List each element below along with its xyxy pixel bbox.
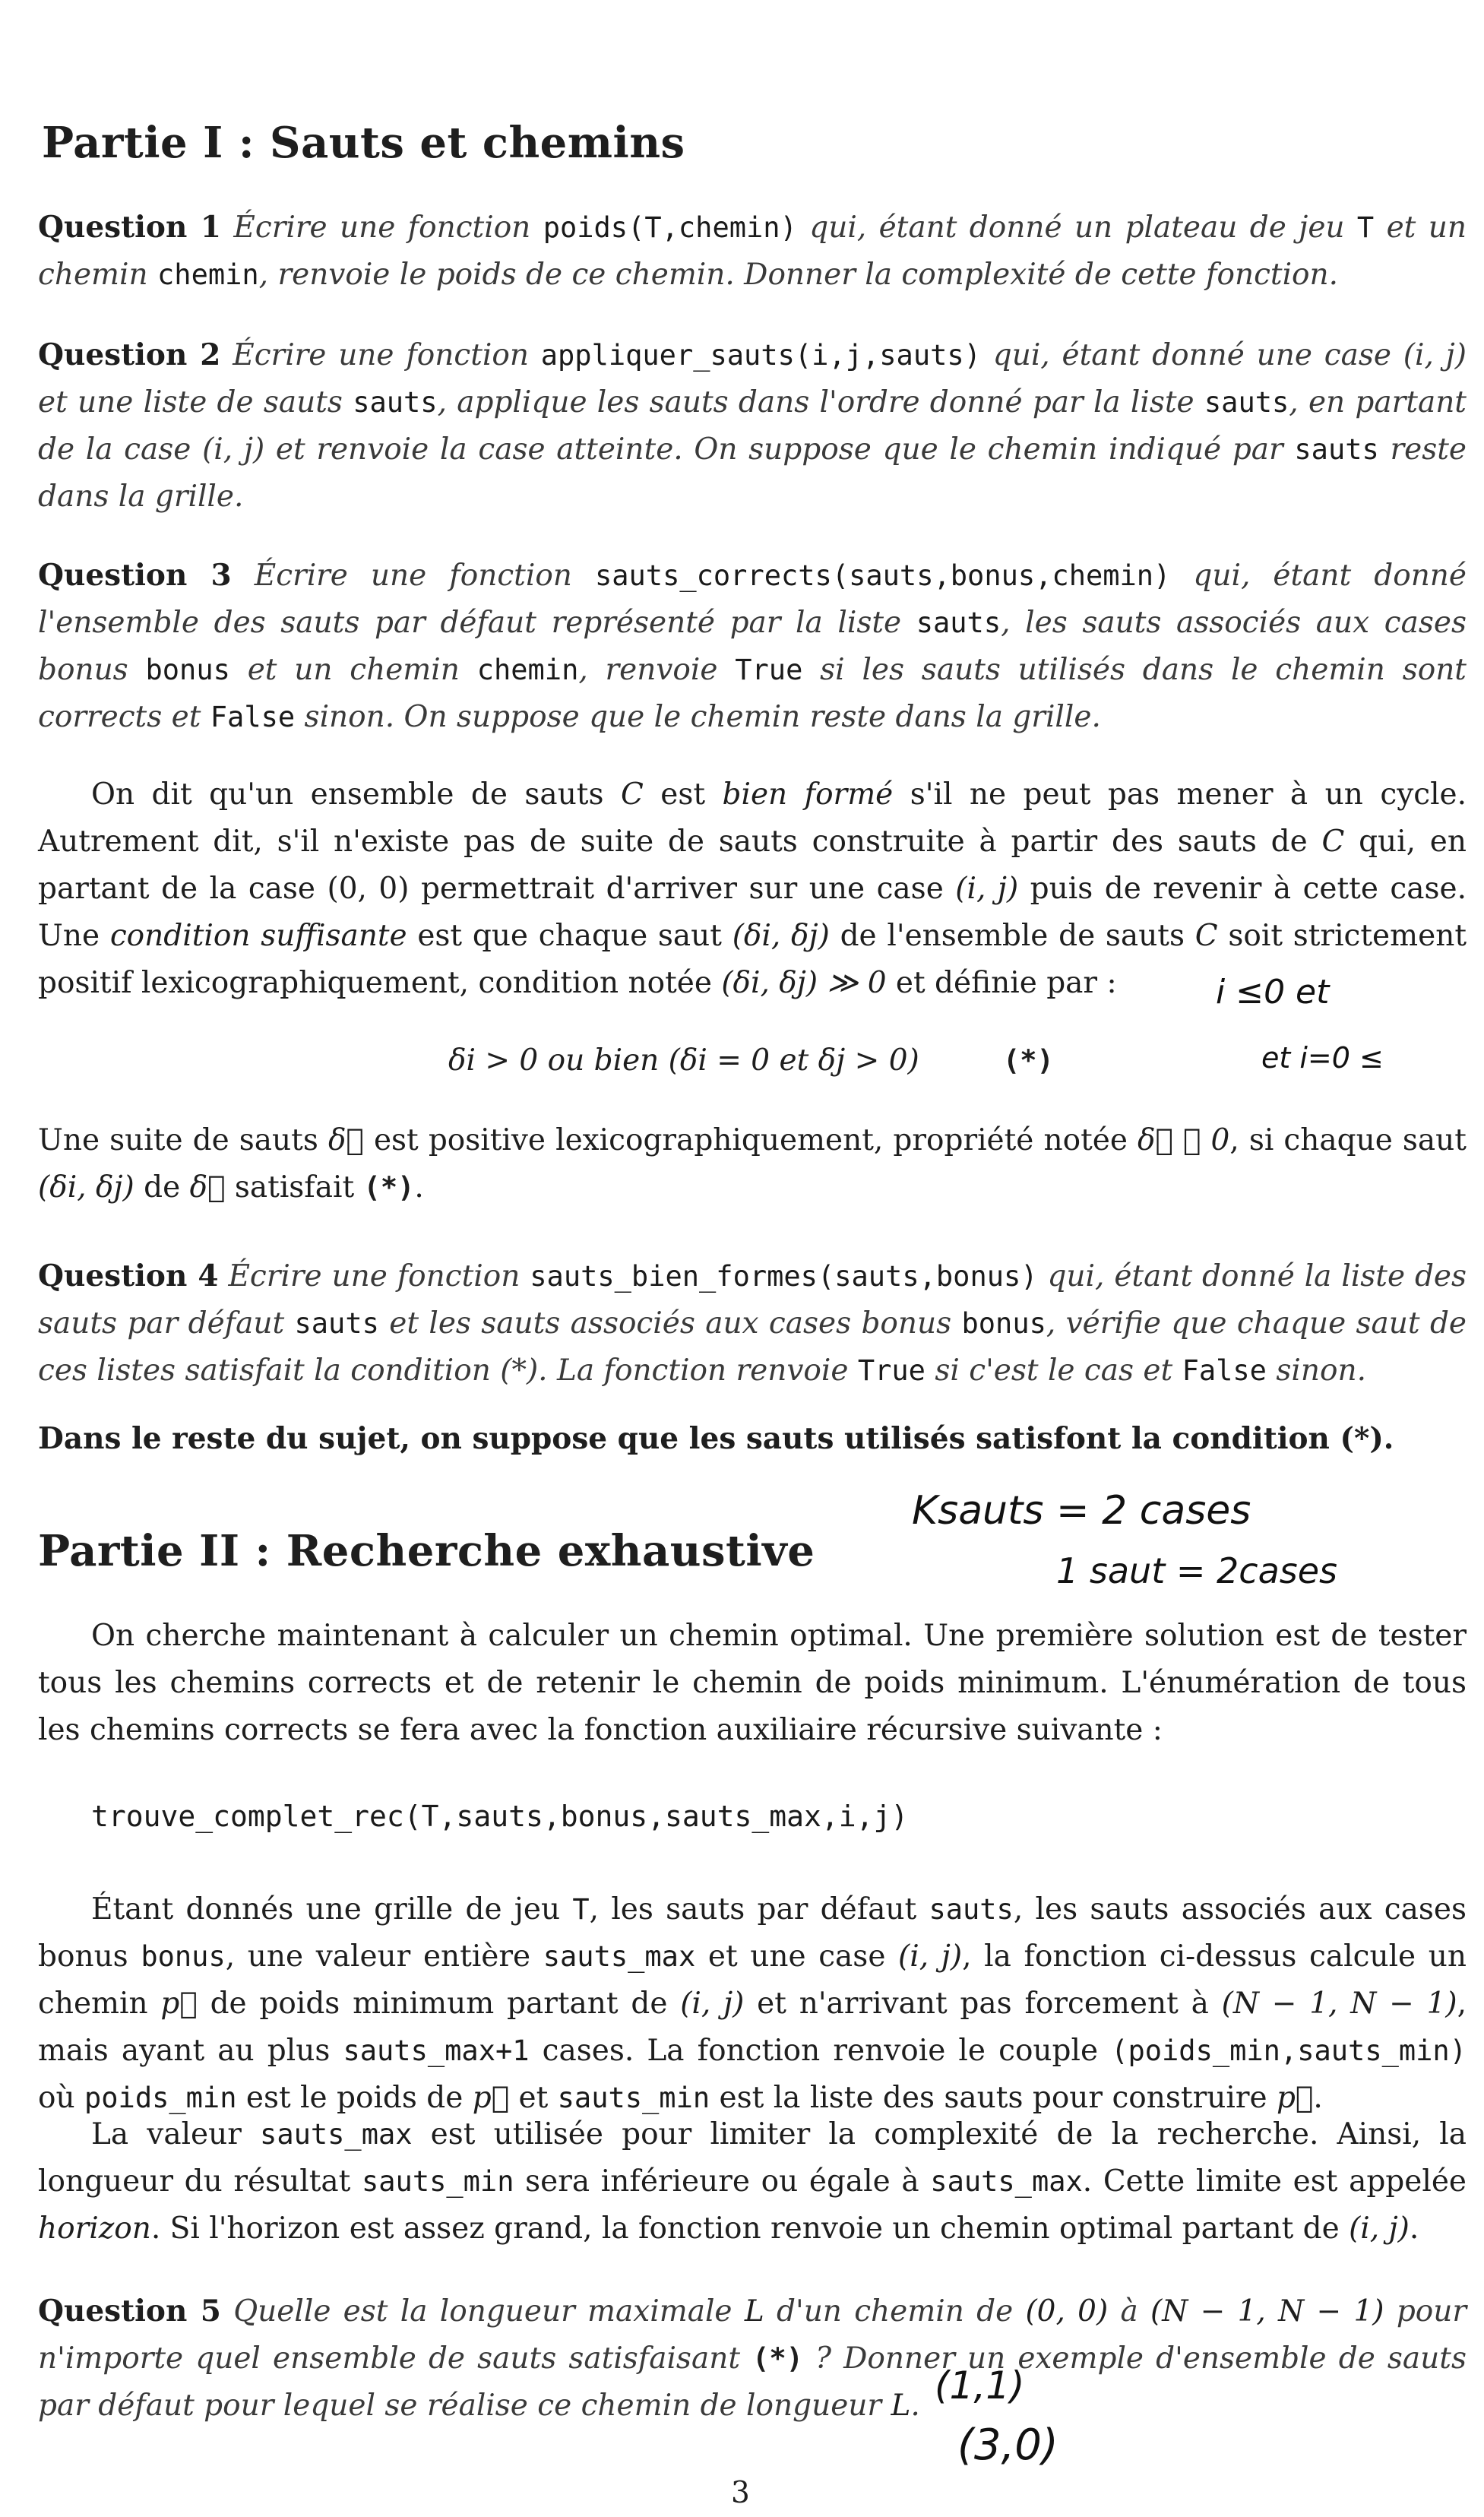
question-4: Question 4 Écrire une fonction sauts_bien_formes(sauts,bonus) qui, étant donné la liste des sauts par défaut sauts et les sauts associés aux cases bonus bonus, vérifie que chaque saut de ces listes satisfait la condition (*). La fonction renvoie True si c'est le cas et False sinon. <box>38 1258 1467 1388</box>
handwritten-note-3: Ksauts = 2 cases <box>912 1488 1251 1534</box>
condition-tag: (*) <box>1003 1044 1054 1077</box>
question-4-label: Question 4 <box>38 1258 219 1293</box>
handwritten-note-6: (3,0) <box>957 2420 1058 2470</box>
question-5: Question 5 Quelle est la longueur maximale L d'un chemin de (0, 0) à (N − 1, N − 1) pour n'importe quel ensemble de sauts satisfaisant (*) ? Donner un exemple d'ensemble de sauts par défaut pour lequel se réalise ce chemin de longueur L. <box>38 2294 1467 2423</box>
question-5-label: Question 5 <box>38 2294 221 2329</box>
question-1-label: Question 1 <box>38 210 222 245</box>
handwritten-note-5: (1,1) <box>935 2363 1025 2408</box>
part2-title: Partie II : Recherche exhaustive <box>38 1526 815 1576</box>
page-number: 3 <box>731 2476 750 2510</box>
question-2: Question 2 Écrire une fonction appliquer_sauts(i,j,sauts) qui, étant donné une case (i, j) et une liste de sauts sauts, applique les sauts dans l'ordre donné par la liste sauts, en partant de la case (i, j) et renvoie la case atteinte. On suppose que le chemin indiqué par sauts reste dans la grille. <box>38 337 1467 514</box>
question-2-label: Question 2 <box>38 337 221 372</box>
part2-intro: On cherche maintenant à calculer un chemin optimal. Une première solution est de tester tous les chemins corrects et de retenir le chemin de poids minimum. L'énumération de tous les chemins corrects se fera avec la fonction auxiliaire récursive suivante : <box>38 1619 1467 1747</box>
question-1: Question 1 Écrire une fonction poids(T,chemin) qui, étant donné un plateau de jeu T et un chemin chemin, renvoie le poids de ce chemin. Donner la complexité de cette fonction. <box>38 210 1467 292</box>
condition-formula: δi > 0 ou bien (δi = 0 et δj > 0) <box>448 1043 919 1078</box>
assumption-statement: Dans le reste du sujet, on suppose que les sauts utilisés satisfont la condition (*). <box>38 1421 1394 1456</box>
sequence-paragraph: Une suite de sauts δ⃗ est positive lexicographiquement, propriété notée δ⃗ ≫ 0, si chaque saut (δi, δj) de δ⃗ satisfait (*). <box>38 1123 1467 1205</box>
function-description: Étant donnés une grille de jeu T, les sauts par défaut sauts, les sauts associés aux cases bonus bonus, une valeur entière sauts_max et une case (i, j), la fonction ci-dessus calcule un chemin p⃗ de poids minimum partant de (i, j) et n'arrivant pas forcement à (N − 1, N − 1), mais ayant au plus sauts_max+1 cases. La fonction renvoie le couple (poids_min,sauts_min) où poids_min est le poids de p⃗ et sauts_min est la liste des sauts pour construire p⃗. <box>38 1892 1467 2115</box>
horizon-paragraph: La valeur sauts_max est utilisée pour limiter la complexité de la recherche. Ainsi, la longueur du résultat sauts_min sera inférieure ou égale à sauts_max. Cette limite est appelée horizon. Si l'horizon est assez grand, la fonction renvoie un chemin optimal partant de (i, j). <box>38 2117 1467 2246</box>
definition-paragraph: On dit qu'un ensemble de sauts C est bien formé s'il ne peut pas mener à un cycle. Autrement dit, s'il n'existe pas de suite de sauts construite à partir des sauts de C qui, en partant de la case (0, 0) permettrait d'arriver sur une case (i, j) puis de revenir à cette case. Une condition suffisante est que chaque saut (δi, δj) de l'ensemble de sauts C soit strictement positif lexicographiquement, condition notée (δi, δj) ≫ 0 et définie par : <box>38 777 1467 1000</box>
question-3: Question 3 Écrire une fonction sauts_corrects(sauts,bonus,chemin) qui, étant donné l'ensemble des sauts par défaut représenté par la liste sauts, les sauts associés aux cases bonus bonus et un chemin chemin, renvoie True si les sauts utilisés dans le chemin sont corrects et False sinon. On suppose que le chemin reste dans la grille. <box>38 558 1467 734</box>
handwritten-note-2: et i=0 ≤ <box>1261 1041 1384 1075</box>
code-signature: trouve_complet_rec(T,sauts,bonus,sauts_max,i,j) <box>91 1800 909 1833</box>
handwritten-note-1: i ≤0 et <box>1216 973 1330 1012</box>
question-3-label: Question 3 <box>38 558 232 593</box>
part1-title: Partie I : Sauts et chemins <box>42 118 685 168</box>
handwritten-note-4: 1 saut = 2cases <box>1056 1550 1337 1591</box>
